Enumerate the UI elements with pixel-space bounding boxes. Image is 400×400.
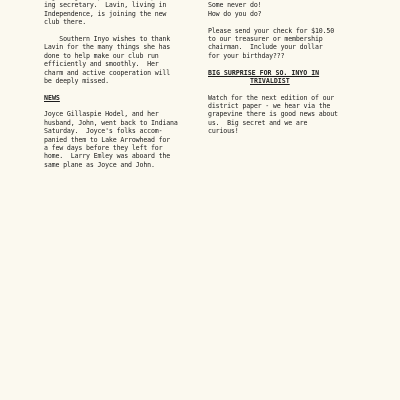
text-line: to our treasurer or membership bbox=[208, 34, 323, 43]
text-line: Lavin for the many things she has bbox=[44, 43, 171, 52]
text-line: Joyce Gillaspie Hodel, and her bbox=[44, 110, 159, 119]
text-line: chairman. Include your dollar bbox=[208, 43, 323, 52]
text-line: Watch for the next edition of our bbox=[208, 93, 335, 102]
text-line: be deeply missed. bbox=[44, 76, 109, 85]
text-line: ing secretary. Lavin, living in bbox=[44, 1, 167, 10]
text-line: club there. bbox=[44, 18, 87, 27]
left-column bbox=[44, 0, 210, 169]
text-line: husband, John, went back to Indiana bbox=[44, 118, 178, 127]
text-line: home. Larry Emley was aboard the bbox=[44, 152, 171, 161]
text-line: district paper - we hear via the bbox=[208, 102, 331, 111]
text-line: Saturday. Joyce's folks accom- bbox=[44, 127, 163, 136]
text-line: charm and active cooperation will bbox=[44, 68, 171, 77]
text-line: panied them to Lake Arrowhead for bbox=[44, 135, 171, 144]
news-heading: NEWS bbox=[44, 93, 60, 102]
surprise-heading: TRIVALDIST bbox=[250, 76, 290, 85]
text-line: us. Big secret and we are bbox=[208, 118, 308, 127]
text-line: same plane as Joyce and John. bbox=[44, 160, 155, 169]
text-line: Please send your check for $10.50 bbox=[208, 26, 335, 35]
text-line: grapevine there is good news about bbox=[208, 110, 338, 119]
right-column bbox=[208, 0, 380, 136]
text-line: efficiently and smoothly. Her bbox=[44, 60, 159, 69]
surprise-heading: BIG SURPRISE FOR SO. INYO IN bbox=[208, 68, 320, 77]
text-line: curious! bbox=[208, 127, 239, 136]
text-line: Southern Inyo wishes to thank bbox=[44, 34, 171, 43]
poem-line: How do you do? bbox=[208, 9, 262, 18]
text-line: a few days before they left for bbox=[44, 144, 163, 153]
text-line: Independence, is joining the new bbox=[44, 9, 167, 18]
poem-line: Some never do! bbox=[208, 1, 262, 10]
text-line: for your birthday??? bbox=[208, 51, 285, 60]
text-line: done to help make our club run bbox=[44, 51, 159, 60]
